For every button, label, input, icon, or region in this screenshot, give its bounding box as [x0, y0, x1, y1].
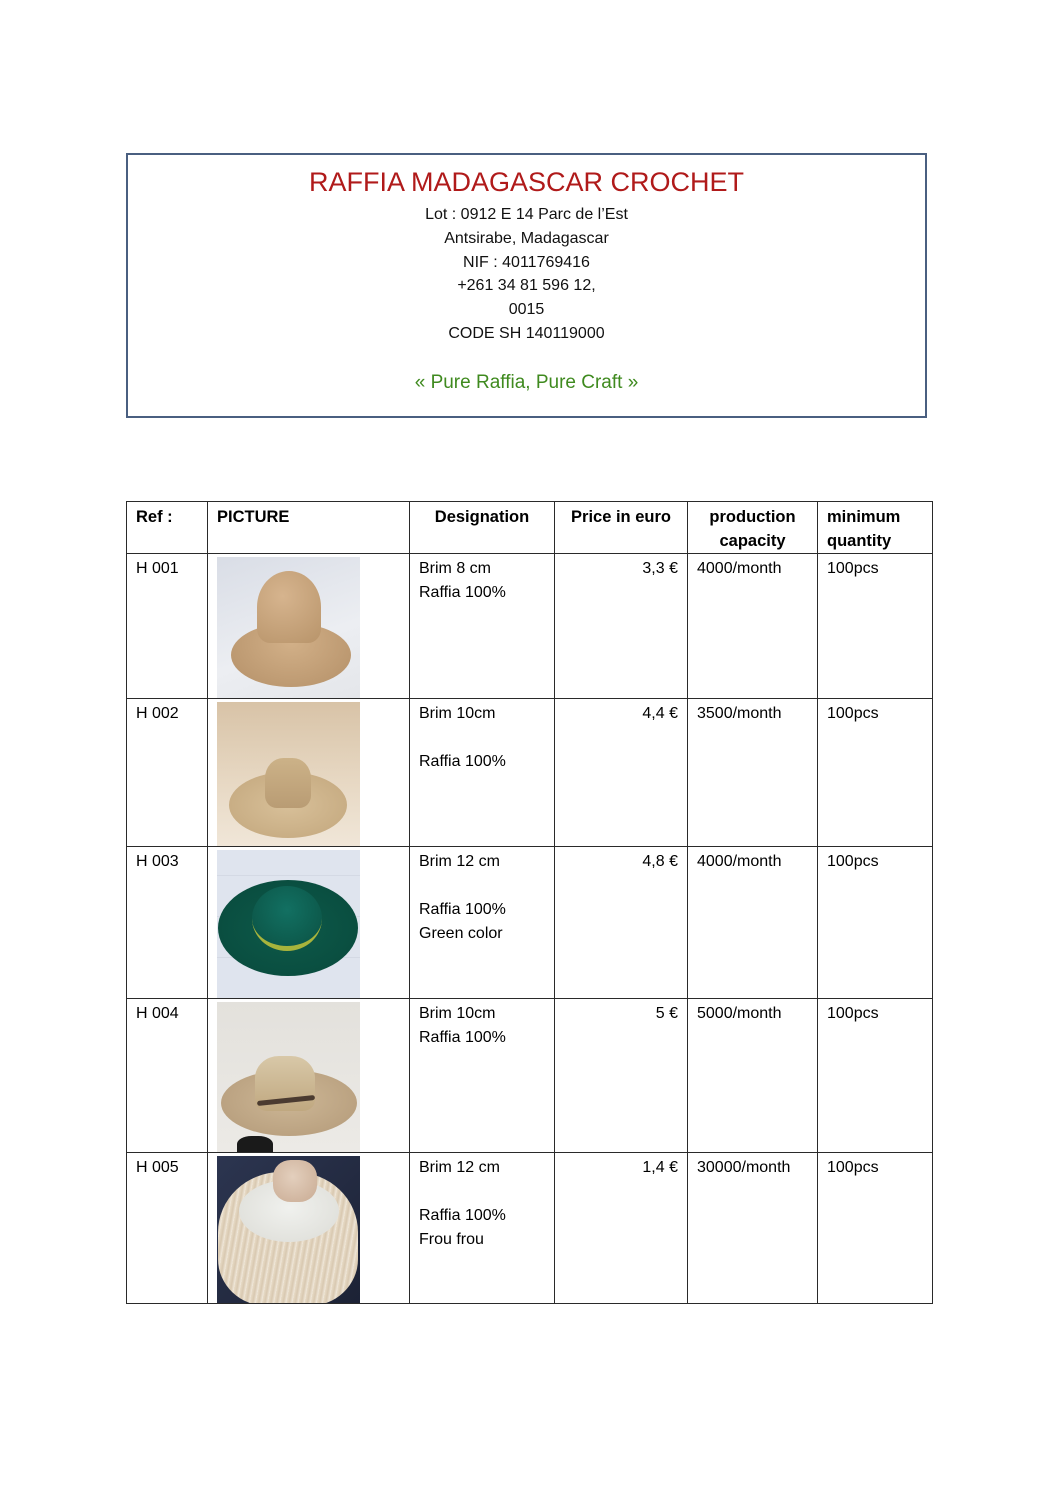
cell-ref: H 005 [127, 1153, 208, 1304]
designation-line [419, 726, 545, 750]
cell-ref: H 001 [127, 554, 208, 699]
designation-line: Raffia 100% [419, 1207, 506, 1224]
company-name: RAFFIA MADAGASCAR CROCHET [308, 167, 745, 197]
column-header-minimum: minimum quantity [818, 502, 933, 554]
cell-designation [410, 554, 555, 699]
hat-photo-h001 [217, 557, 360, 698]
hat-photo-h002 [217, 702, 360, 846]
cell-designation [410, 1153, 555, 1304]
company-address-block [128, 203, 925, 346]
hand-shape [237, 1136, 273, 1152]
designation-line: Brim 12 cm [419, 1159, 500, 1176]
cell-price: 4,4 € [555, 699, 688, 847]
cell-minimum: 100pcs [818, 699, 933, 847]
hat-crown-shape [257, 571, 321, 643]
company-header-box [126, 153, 927, 418]
hat-photo-h003 [217, 850, 360, 998]
hat-crown-shape [252, 886, 322, 951]
postal-code: 0015 [508, 301, 545, 319]
phone-number: +261 34 81 596 12, [457, 277, 596, 295]
table-row [127, 999, 933, 1153]
company-slogan: « Pure Raffia, Pure Craft » [414, 372, 639, 393]
designation-line: Raffia 100% [419, 753, 506, 770]
cell-capacity: 3500/month [688, 699, 818, 847]
designation-line: Raffia 100% [419, 901, 506, 918]
cell-picture [208, 847, 410, 999]
designation-line: Brim 12 cm [419, 853, 500, 870]
cell-ref: H 002 [127, 699, 208, 847]
address-lot: Lot : 0912 E 14 Parc de l’Est [425, 206, 628, 223]
cell-capacity: 4000/month [688, 847, 818, 999]
cell-minimum: 100pcs [818, 1153, 933, 1304]
cell-capacity: 30000/month [688, 1153, 818, 1304]
sh-code: CODE SH 140119000 [448, 324, 605, 342]
hat-photo-h004 [217, 1002, 360, 1152]
cell-minimum: 100pcs [818, 554, 933, 699]
cell-price: 3,3 € [555, 554, 688, 699]
designation-line: Green color [419, 925, 503, 942]
cell-price: 4,8 € [555, 847, 688, 999]
product-table [126, 501, 933, 1304]
cell-designation [410, 699, 555, 847]
cell-designation [410, 847, 555, 999]
cell-price: 1,4 € [555, 1153, 688, 1304]
table-row [127, 554, 933, 699]
hat-photo-h005 [217, 1156, 360, 1303]
address-city: Antsirabe, Madagascar [444, 229, 609, 247]
cell-ref: H 003 [127, 847, 208, 999]
designation-line: Brim 10cm [419, 705, 496, 722]
column-header-price: Price in euro [555, 502, 688, 554]
cell-minimum: 100pcs [818, 847, 933, 999]
cell-capacity: 4000/month [688, 554, 818, 699]
designation-line: Raffia 100% [419, 584, 506, 601]
table-header-row [127, 502, 933, 554]
column-header-ref: Ref : [127, 502, 208, 554]
cell-picture [208, 999, 410, 1153]
table-row [127, 1153, 933, 1304]
designation-line [419, 1180, 545, 1204]
column-header-designation: Designation [410, 502, 555, 554]
table-row [127, 699, 933, 847]
hat-crown-shape [265, 758, 311, 808]
cell-designation [410, 999, 555, 1153]
designation-line [419, 874, 545, 898]
cell-picture [208, 699, 410, 847]
cell-picture [208, 554, 410, 699]
cell-price: 5 € [555, 999, 688, 1153]
cell-ref: H 004 [127, 999, 208, 1153]
cell-minimum: 100pcs [818, 999, 933, 1153]
cell-picture [208, 1153, 410, 1304]
cell-capacity: 5000/month [688, 999, 818, 1153]
designation-line: Frou frou [419, 1231, 484, 1248]
designation-line: Raffia 100% [419, 1029, 506, 1046]
designation-line: Brim 8 cm [419, 560, 491, 577]
column-header-capacity: production capacity [688, 502, 818, 554]
nif-number: NIF : 4011769416 [463, 253, 590, 271]
hat-crown-shape [273, 1160, 317, 1202]
column-header-picture: PICTURE [208, 502, 410, 554]
designation-line: Brim 10cm [419, 1005, 496, 1022]
table-row [127, 847, 933, 999]
